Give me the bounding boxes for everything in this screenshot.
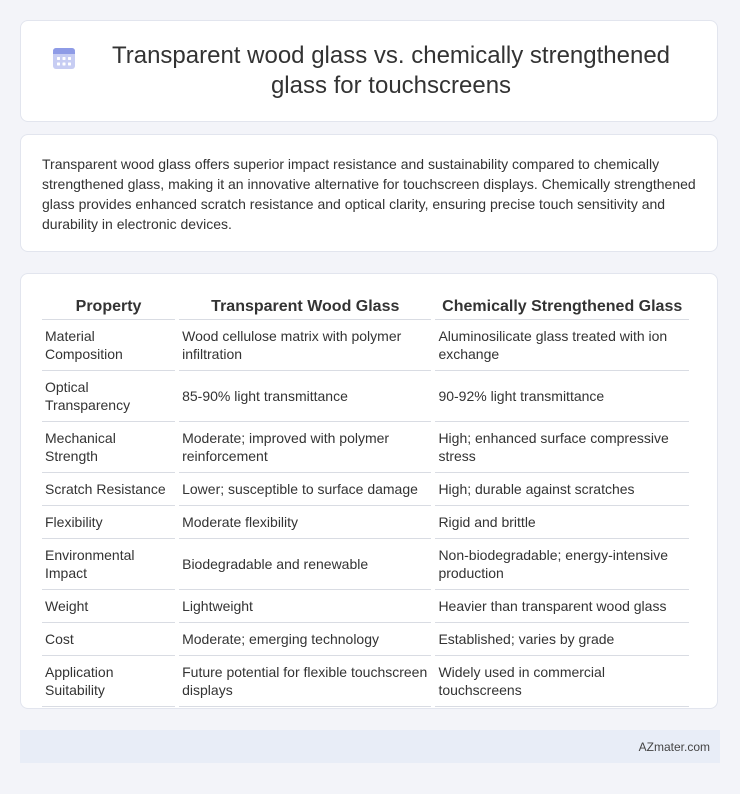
row-property: Material Composition	[42, 320, 175, 371]
row-transparent-wood-value: Moderate; emerging technology	[179, 623, 431, 656]
row-transparent-wood-value: Future potential for flexible touchscreen displays	[179, 656, 431, 707]
row-chemically-strengthened-value: Heavier than transparent wood glass	[435, 590, 689, 623]
table-row	[42, 590, 689, 623]
calendar-grid-icon	[51, 45, 77, 71]
row-property: Environmental Impact	[42, 539, 175, 590]
table-row	[42, 473, 689, 506]
table-row	[42, 320, 689, 371]
row-chemically-strengthened-value: 90-92% light transmittance	[435, 371, 689, 422]
title-wrap	[51, 41, 687, 101]
row-chemically-strengthened-value: Established; varies by grade	[435, 623, 689, 656]
row-property: Flexibility	[42, 506, 175, 539]
intro-card	[20, 134, 718, 252]
row-transparent-wood-value: Lower; susceptible to surface damage	[179, 473, 431, 506]
title-card	[20, 20, 718, 122]
footer	[20, 730, 720, 763]
page-title: Transparent wood glass vs. chemically strengthened glass for touchscreens	[111, 42, 671, 99]
header-transparent-wood: Transparent Wood Glass	[179, 294, 431, 320]
row-property: Cost	[42, 623, 175, 656]
row-transparent-wood-value: Wood cellulose matrix with polymer infiltration	[179, 320, 431, 371]
row-transparent-wood-value: Biodegradable and renewable	[179, 539, 431, 590]
header-chemically-strengthened: Chemically Strengthened Glass	[435, 294, 689, 320]
row-property: Scratch Resistance	[42, 473, 175, 506]
row-property: Application Suitability	[42, 656, 175, 707]
table-row	[42, 506, 689, 539]
row-chemically-strengthened-value: Widely used in commercial touchscreens	[435, 656, 689, 707]
row-transparent-wood-value: 85-90% light transmittance	[179, 371, 431, 422]
row-property: Mechanical Strength	[42, 422, 175, 473]
row-transparent-wood-value: Moderate flexibility	[179, 506, 431, 539]
row-transparent-wood-value: Moderate; improved with polymer reinforcement	[179, 422, 431, 473]
table-row	[42, 656, 689, 707]
table-row	[42, 422, 689, 473]
row-transparent-wood-value: Lightweight	[179, 590, 431, 623]
row-chemically-strengthened-value: Rigid and brittle	[435, 506, 689, 539]
table-header-row	[42, 294, 689, 320]
table-row	[42, 539, 689, 590]
comparison-table-card	[20, 273, 718, 709]
comparison-table	[38, 294, 693, 707]
intro-paragraph: Transparent wood glass offers superior impact resistance and sustainability compared to chemically strengthened glass, making it an innovative alternative for touchscreen displays. Chemically strengthened glass provides enhanced scratch resistance and optical clarity, ensuring precise touch sensitivity and durability in electronic devices.	[42, 156, 696, 232]
row-chemically-strengthened-value: High; durable against scratches	[435, 473, 689, 506]
footer-brand: AZmater.com	[638, 739, 710, 754]
row-property: Optical Transparency	[42, 371, 175, 422]
row-chemically-strengthened-value: Aluminosilicate glass treated with ion exchange	[435, 320, 689, 371]
row-chemically-strengthened-value: High; enhanced surface compressive stress	[435, 422, 689, 473]
header-property: Property	[42, 294, 175, 320]
table-row	[42, 623, 689, 656]
row-chemically-strengthened-value: Non-biodegradable; energy-intensive production	[435, 539, 689, 590]
row-property: Weight	[42, 590, 175, 623]
table-row	[42, 371, 689, 422]
